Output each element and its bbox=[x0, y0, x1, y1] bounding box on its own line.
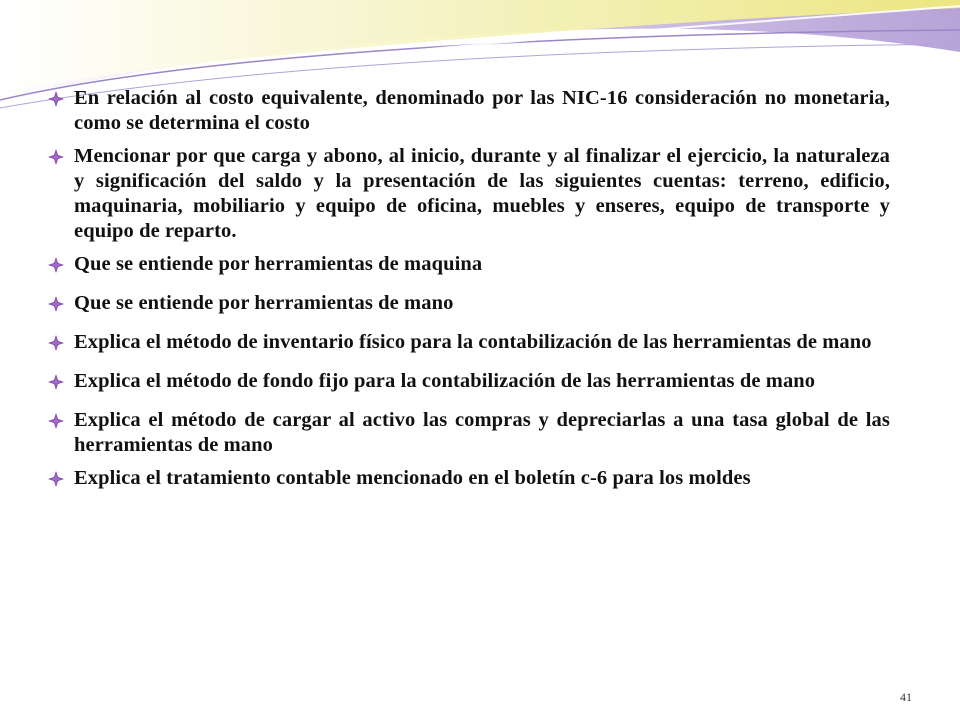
list-item-text: Mencionar por que carga y abono, al inicio, durante y al finalizar el ejercicio, la naturaleza y significación del saldo y la presentación de las siguientes cuentas: terreno, edificio, maquinaria, mobiliario y equipo de oficina, muebles y enseres, equipo de transporte y equipo de reparto. bbox=[74, 145, 890, 242]
diamond-bullet-icon bbox=[48, 86, 74, 117]
list-item bbox=[48, 144, 890, 244]
list-item-text: Que se entiende por herramientas de mano bbox=[74, 292, 454, 314]
diamond-bullet-icon bbox=[48, 252, 74, 283]
diamond-bullet-icon bbox=[48, 466, 74, 497]
list-item-text: Explica el método de fondo fijo para la contabilización de las herramientas de mano bbox=[74, 370, 816, 392]
question-list bbox=[48, 86, 890, 505]
diamond-bullet-icon bbox=[48, 330, 74, 361]
diamond-bullet-icon bbox=[48, 408, 74, 439]
list-item-text: Explica el método de inventario físico para la contabilización de las herramientas de mano bbox=[74, 331, 872, 353]
list-item-text: En relación al costo equivalente, denominado por las NIC-16 consideración no monetaria, como se determina el costo bbox=[74, 87, 890, 134]
list-item bbox=[48, 252, 890, 283]
list-item bbox=[48, 408, 890, 458]
diamond-bullet-icon bbox=[48, 369, 74, 400]
list-item bbox=[48, 291, 890, 322]
list-item bbox=[48, 466, 890, 497]
diamond-bullet-icon bbox=[48, 291, 74, 322]
list-item-text: Explica el método de cargar al activo las compras y depreciarlas a una tasa global de las herramientas de mano bbox=[74, 409, 890, 456]
diamond-bullet-icon bbox=[48, 144, 74, 175]
list-item bbox=[48, 86, 890, 136]
list-item bbox=[48, 330, 890, 361]
list-item bbox=[48, 369, 890, 400]
list-item-text: Explica el tratamiento contable mencionado en el boletín c-6 para los moldes bbox=[74, 467, 751, 489]
page-number: 41 bbox=[900, 690, 912, 704]
list-item-text: Que se entiende por herramientas de maquina bbox=[74, 253, 483, 275]
